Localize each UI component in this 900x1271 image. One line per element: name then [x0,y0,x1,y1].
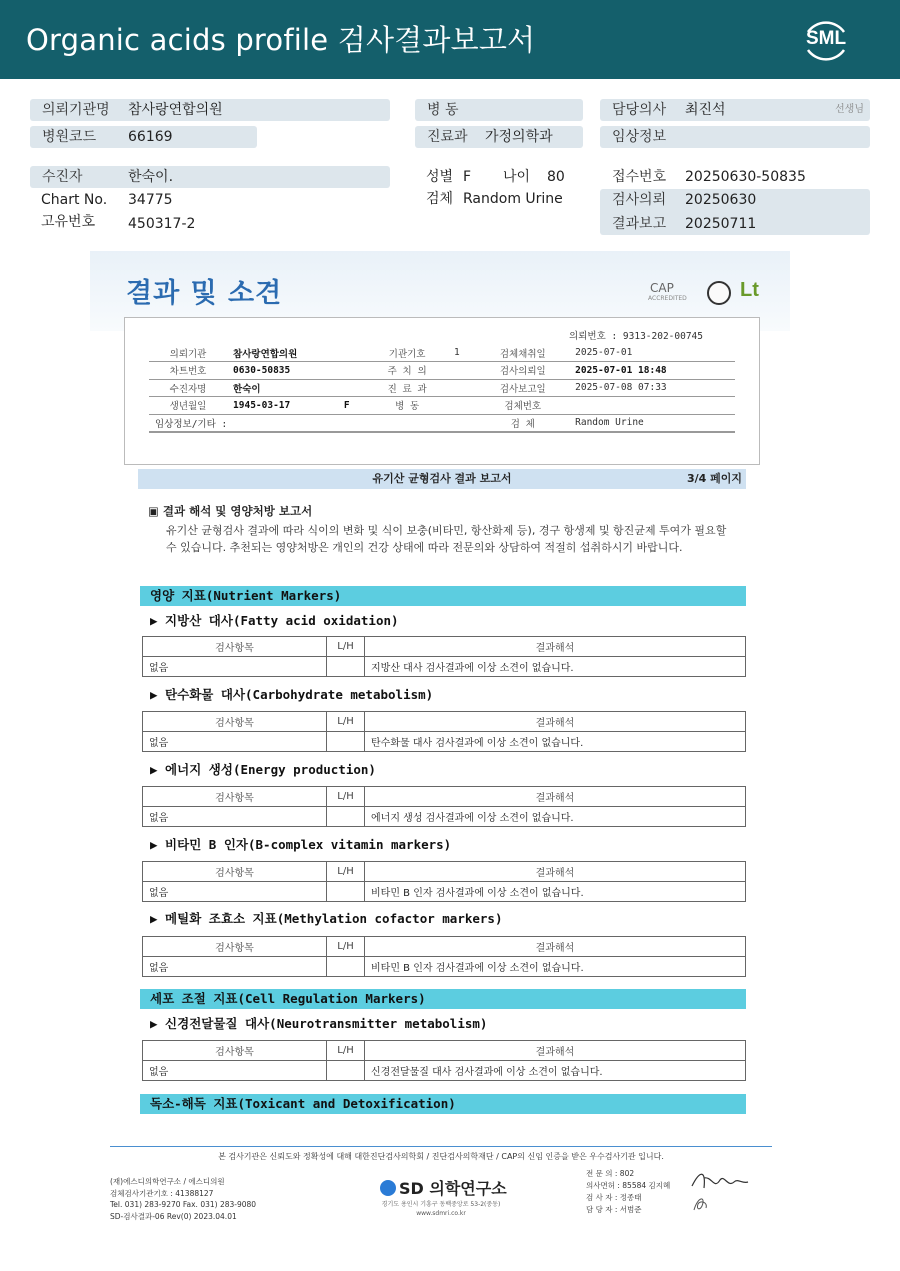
signatories [586,1168,670,1216]
sd-name: SD 의학연구소 [399,1179,507,1198]
sd-logo [380,1176,507,1199]
form-value [448,397,476,415]
page-indicator: 3/4 페이지 [686,472,742,485]
request-form-table [149,344,735,433]
table-cell: 탄수화물 대사 검사결과에 이상 소견이 없습니다. [365,732,746,752]
form-label: 검체채취일 [476,344,569,362]
scanned-report [90,251,790,1131]
subsection-title: ▶ 메틸화 조효소 지표(Methylation cofactor markers) [150,911,503,926]
table-header: 결과해석 [365,787,746,807]
doctor-value: 최진석 [685,102,726,118]
table-header: 검사항목 [143,712,327,732]
age-label: 나이 [503,169,531,185]
sex-value: F [463,169,472,185]
report-bar-title: 유기산 균형검사 결과 보고서 [372,472,512,485]
sd-website: www.sdmri.co.kr [416,1210,466,1217]
form-value: 참사랑연합의원 [227,344,366,362]
table-cell [327,1061,365,1081]
table-cell [327,957,365,977]
table-cell: 비타민 B 인자 검사결과에 이상 소견이 없습니다. [365,957,746,977]
doctor-row [600,99,870,121]
table-header: L/H [327,862,365,882]
tester: 검 사 자 : 정종태 [586,1193,642,1202]
interpretation-title: ▣ 결과 해석 및 영양처방 보고서 [148,504,313,518]
institution-value: 참사랑연합의원 [128,102,223,118]
seal-icon [707,281,731,305]
request-value: 20250630 [685,192,757,208]
table-header: 검사항목 [143,1041,327,1061]
form-label: 병 동 [366,397,448,415]
table-header: 결과해석 [365,1041,746,1061]
table-cell: 비타민 B 인자 검사결과에 이상 소견이 없습니다. [365,882,746,902]
id-value: 450317-2 [128,216,196,232]
report-value: 20250711 [685,216,757,232]
form-value: 2025-07-01 [569,344,735,362]
result-table [142,861,746,902]
license: 의사면허 : 85584 김지혜 [586,1181,671,1190]
lt-logo: Lt [740,279,759,301]
doctor-suffix: 선생님 [835,104,864,115]
section-cell-regulation: 세포 조절 지표(Cell Regulation Markers) [140,989,746,1009]
lab-code: 검체검사기관기호 : 41388127 [110,1188,214,1198]
table-header: 결과해석 [365,937,746,957]
table-header: 결과해석 [365,712,746,732]
table-header: 검사항목 [143,637,327,657]
subsection-title: ▶ 신경전달물질 대사(Neurotransmitter metabolism) [150,1016,488,1031]
receipt-value: 20250630-50835 [685,169,806,185]
table-header: L/H [327,637,365,657]
form-label: 차트번호 [149,362,227,380]
lab-name: (재)에스디의학연구소 / 에스디의원 [110,1177,225,1186]
age-value: 80 [547,169,565,185]
table-header: L/H [327,1041,365,1061]
form-label: 임상정보/기타 : [149,414,476,432]
table-cell [327,657,365,677]
receipt-row [600,166,870,188]
result-table [142,1040,746,1081]
specialist: 전 문 의 : 802 [586,1169,635,1178]
patient-value: 한숙이. [128,169,174,185]
sd-address [366,1200,516,1218]
form-value [448,379,476,397]
clinical-row [600,126,870,148]
table-header: 검사항목 [143,862,327,882]
dept-label: 진료과 [427,129,468,145]
cap-accredited: ACCREDITED [648,295,687,302]
form-value: 2025-07-08 07:33 [569,379,735,397]
form-label: 검사보고일 [476,379,569,397]
form-label: 수진자명 [149,379,227,397]
result-table [142,711,746,752]
table-cell: 없음 [143,1061,327,1081]
table-cell [327,882,365,902]
table-cell [327,732,365,752]
hospital-code-label: 병원코드 [42,129,97,145]
form-label: 주 치 의 [366,362,448,380]
form-value: Random Urine [569,414,735,432]
manager: 담 당 자 : 서범준 [586,1205,642,1214]
table-cell: 지방산 대사 검사결과에 이상 소견이 없습니다. [365,657,746,677]
form-label: 진 료 과 [366,379,448,397]
sex-label: 성별 [426,169,454,185]
form-value [448,362,476,380]
table-header: 검사항목 [143,937,327,957]
form-label: 기관기호 [366,344,448,362]
result-table [142,786,746,827]
sd-logo-icon [380,1180,396,1196]
table-cell: 없음 [143,732,327,752]
sd-address-line: 경기도 용인시 기흥구 동백중앙로 53-2(중동) [381,1201,501,1208]
report-label: 결과보고 [612,216,667,232]
specimen-value: Random Urine [463,191,563,207]
ward-label: 병 동 [427,102,459,118]
table-cell: 없음 [143,807,327,827]
dept-row [415,126,583,148]
table-header: L/H [327,787,365,807]
table-header: L/H [327,937,365,957]
lab-phone: Tel. 031) 283-9270 Fax. 031) 283-9080 [110,1200,257,1209]
result-table [142,936,746,977]
ward-row [415,99,583,121]
table-header: L/H [327,712,365,732]
sml-logo [800,14,852,66]
dept-value: 가정의학과 [485,129,553,145]
clinical-label: 임상정보 [612,129,667,145]
section-detoxification: 독소-해독 지표(Toxicant and Detoxification) [140,1094,746,1114]
form-value: 1 [448,344,476,362]
request-report-block [600,189,870,235]
scan-title: 결과 및 소견 [126,278,283,309]
header-bar [0,0,900,79]
chart-label: Chart No. [41,192,108,208]
form-label: 검 체 [476,414,569,432]
patient-label: 수진자 [42,169,83,185]
table-cell: 신경전달물질 대사 검사결과에 이상 소견이 없습니다. [365,1061,746,1081]
form-value: F [338,397,366,415]
footer-divider [110,1146,772,1147]
initial-signature-icon [690,1194,712,1214]
form-value: 1945-03-17 [227,397,338,415]
request-label: 검사의뢰 [612,192,667,208]
table-cell [327,807,365,827]
table-header: 결과해석 [365,862,746,882]
cap-logo: CAP [650,281,674,295]
specimen-label: 검체 [426,191,454,207]
patient-row [30,166,390,188]
chart-value: 34775 [128,192,173,208]
table-cell: 없음 [143,657,327,677]
lab-contact [110,1176,256,1222]
hospital-code-value: 66169 [128,129,173,145]
report-title-bar [138,469,746,489]
doctor-label: 담당의사 [612,102,667,118]
table-cell: 없음 [143,882,327,902]
institution-label: 의뢰기관명 [42,102,110,118]
form-label: 검체번호 [476,397,569,415]
certification-note: 본 검사기관은 신뢰도와 정확성에 대해 대한진단검사의학회 / 진단검사의학재단 / CAP의 신임 인증을 받은 우수검사기관 입니다. [218,1152,664,1161]
logo-text: SML [805,28,847,49]
form-value [569,397,735,415]
form-label: 검사의뢰일 [476,362,569,380]
subsection-title: ▶ 탄수화물 대사(Carbohydrate metabolism) [150,687,434,702]
id-label: 고유번호 [41,214,96,230]
signature-icon [690,1166,750,1196]
form-label: 생년월일 [149,397,227,415]
form-value: 2025-07-01 18:48 [569,362,735,380]
subsection-title: ▶ 비타민 B 인자(B-complex vitamin markers) [150,837,452,852]
table-header: 검사항목 [143,787,327,807]
request-number: 의뢰번호 : 9313-202-00745 [569,331,703,342]
request-form [124,317,760,465]
form-label: 의뢰기관 [149,344,227,362]
receipt-label: 접수번호 [612,169,667,185]
interpretation-body: 유기산 균형검사 결과에 따라 식이의 변화 및 식이 보충(비타민, 항산화제 등), 경구 항생제 및 항진균제 투여가 필요할 수 있습니다. 추천되는 영양처방은 개인의 건강 상태에 따라 전문의와 상담하여 적절히 섭취하시기 바랍니다. [166,524,727,554]
form-revision: SD-검사결과-06 Rev(0) 2023.04.01 [110,1211,237,1221]
result-table [142,636,746,677]
page-title: Organic acids profile 검사결과보고서 [26,23,536,57]
section-nutrient-markers: 영양 지표(Nutrient Markers) [140,586,746,606]
table-header: 결과해석 [365,637,746,657]
form-value: 한숙이 [227,379,366,397]
form-value: 0630-50835 [227,362,366,380]
institution-row [30,99,390,121]
subsection-title: ▶ 에너지 생성(Energy production) [150,762,376,777]
subsection-title: ▶ 지방산 대사(Fatty acid oxidation) [150,613,399,628]
hospital-code-row [30,126,257,148]
table-cell: 없음 [143,957,327,977]
table-cell: 에너지 생성 검사결과에 이상 소견이 없습니다. [365,807,746,827]
